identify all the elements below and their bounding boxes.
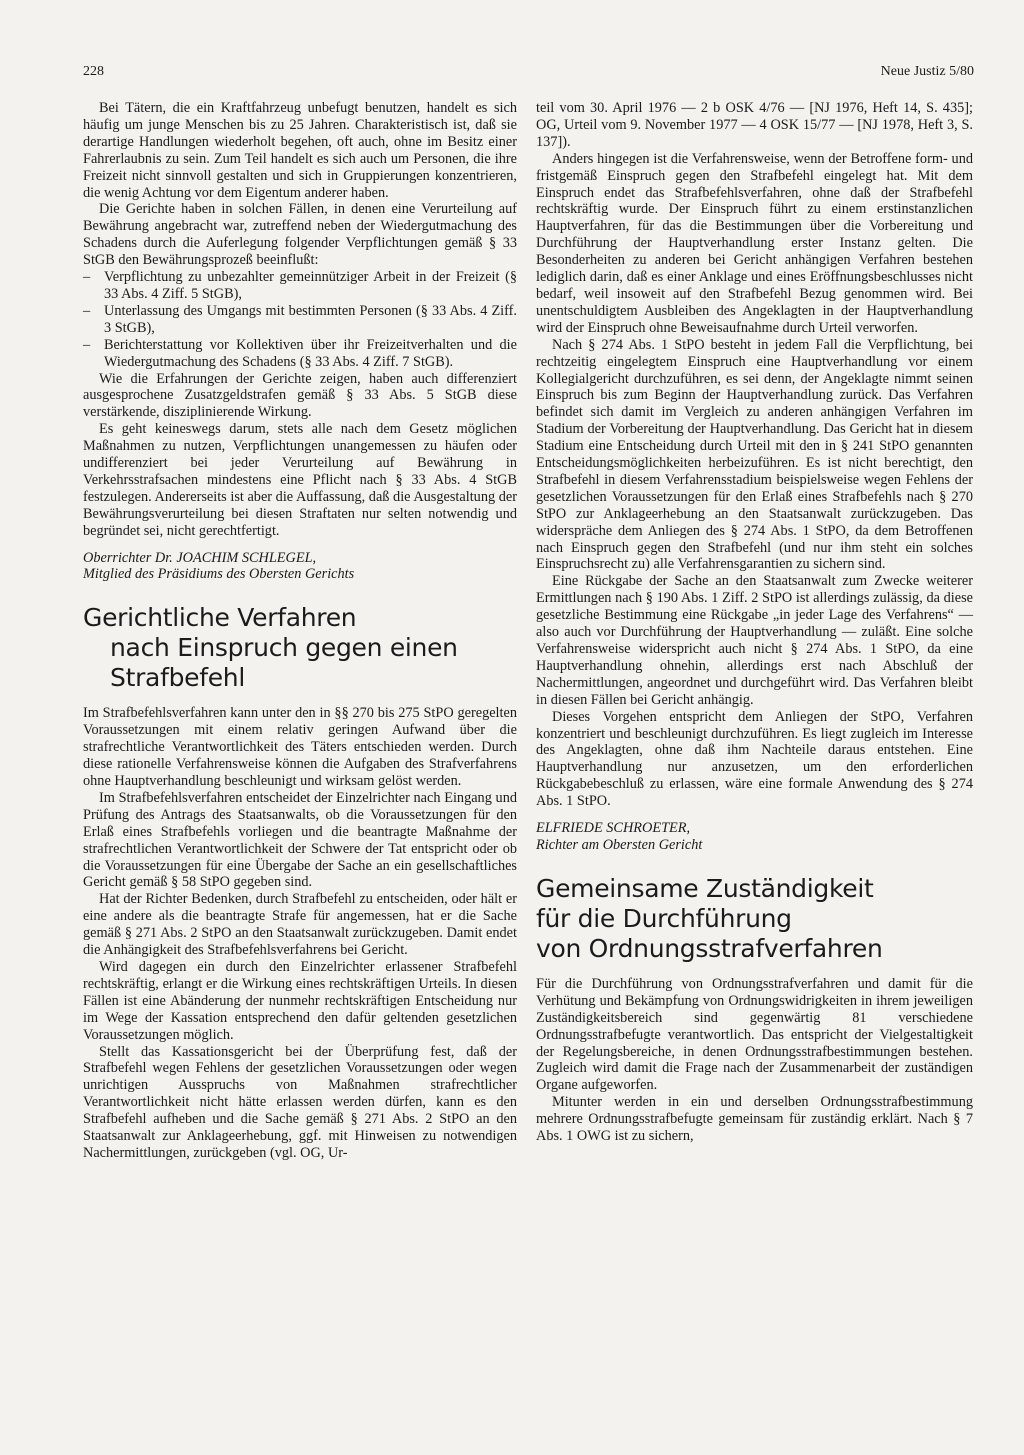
list-item: – Verpflichtung zu unbezahlter gemeinnütziger Arbeit in der Freizeit (§ 33 Abs. 4 Ziff. 5 StGB), xyxy=(83,269,517,303)
left-column xyxy=(83,100,517,1162)
paragraph: Im Strafbefehlsverfahren entscheidet der Einzelrichter nach Eingang und Prüfung des Antrags des Staatsanwalts, ob die Voraussetzungen für den Erlaß eines Strafbefehls vorliegen und die beantragte Maßnahme der strafrechtlichen Verantwortlichkeit der Schwere der Tat entspricht oder ob die Voraussetzungen für eine Übergabe der Sache an ein gesellschaftliches Gericht gemäß § 58 StPO gegeben sind. xyxy=(83,789,517,891)
article-heading xyxy=(536,874,973,964)
paragraph: Mitunter werden in ein und derselben Ordnungsstrafbestimmung mehrere Ordnungsstrafbefugte gemeinsam für zuständig erklärt. Nach § 7 Abs. 1 OWG ist zu sichern, xyxy=(536,1094,973,1145)
author-title: Richter am Obersten Gericht xyxy=(536,836,703,853)
heading-line: Gerichtliche Verfahren xyxy=(83,603,357,633)
paragraph: Die Gerichte haben in solchen Fällen, in denen eine Verurteilung auf Bewährung angebracht war, zutreffend neben der Wiedergutmachung des Schadens durch die Auferlegung folgender Verpflichtungen gemäß § 33 StGB den Bewährungsprozeß beeinflußt: xyxy=(83,201,517,269)
paragraph: Eine Rückgabe der Sache an den Staatsanwalt zum Zwecke weiterer Ermittlungen nach § 190 Abs. 1 Ziff. 2 StPO ist allerdings zulässig, da diese gesetzliche Bestimmung eine Rückgabe „in jeder Lage des Verfahrens“ — also auch vor Durchführung der Hauptverhandlung — zuläßt. Eine solche Verfahrensweise widerspricht auch nicht § 274 Abs. 1 StPO, da eine Hauptverhandlung ohnehin, allerdings erst nach Abschluß der Nachermittlungen, angeordnet und durchgeführt wird. Das Verfahren bleibt in diesen Fällen bei Gericht anhängig. xyxy=(536,573,973,708)
author-name: ELFRIEDE SCHROETER, xyxy=(536,820,691,837)
heading-line: von Ordnungsstrafverfahren xyxy=(536,933,883,963)
heading-line: für die Durchführung xyxy=(536,903,792,933)
paragraph: Wie die Erfahrungen der Gerichte zeigen, haben auch differenziert ausgesprochene Zusatzgeldstrafen gemäß § 33 Abs. 5 StGB diese verstärkende, disziplinierende Wirkung. xyxy=(83,370,517,421)
right-column xyxy=(536,100,973,1145)
author-title: Mitglied des Präsidiums des Obersten Gerichts xyxy=(83,566,355,583)
heading-line: Gemeinsame Zuständigkeit xyxy=(536,873,874,903)
page-header xyxy=(83,64,974,84)
paragraph: Anders hingegen ist die Verfahrensweise, wenn der Betroffene form- und fristgemäß Einspruch gegen den Strafbefehl eingelegt hat. Mit dem Einspruch endet das Strafbefehlsverfahren, ohne daß der Strafbefehl rechtskräftig wurde. Der Einspruch führt zu einem erstinstanzlichen Hauptverfahren, für das die Bestimmungen über die Vorbereitung und Durchführung der Hauptverhandlung erster Instanz gelten. Die Besonderheiten zu anderen bei Gericht anhängigen Verfahren bestehen lediglich darin, daß es einer Anklage und eines Eröffnungsbeschlusses nicht bedarf, weil insoweit auf den Strafbefehl Bezug genommen wird. Bei unentschuldigtem Ausbleiben des Angeklagten in der Hauptverhandlung wird der Einspruch ohne Beweisaufnahme durch Urteil verworfen. xyxy=(536,150,973,336)
list-item: – Unterlassung des Umgangs mit bestimmten Personen (§ 33 Abs. 4 Ziff. 3 StGB), xyxy=(83,303,517,337)
paragraph: Nach § 274 Abs. 1 StPO besteht in jedem Fall die Verpflichtung, bei rechtzeitig eingelegtem Einspruch eine Hauptverhandlung vor einem Kollegialgericht durchzuführen, es sei denn, der Angeklagte nimmt seinen Einspruch bis zum Beginn der Hauptverhandlung zurück. Das Verfahren befindet sich damit im Vergleich zu anderen anhängigen Verfahren im Stadium der Vorbereitung der Hauptverhandlung. Das Gericht hat in diesem Stadium eine Entscheidung durch Urteil mit den in § 241 StPO genannten Entscheidungsmöglichkeiten herbeizuführen. Es ist nicht berechtigt, den Strafbefehl in diesem Verfahrensstadium beispielsweise wegen Fehlens der gesetzlichen Voraussetzungen für den Erlaß eines Strafbefehls nach § 270 StPO zur Anklageerhebung an den Staatsanwalt zurückzugeben. Das widerspräche dem Anliegen des § 274 Abs. 1 StPO, da dem Betroffenen nach Einspruch gegen den Strafbefehl (und nur ihm steht ein solches Einspruchsrecht zu) alle Verfahrensgarantien zu sichern sind. xyxy=(536,336,973,573)
heading-line: nach Einspruch gegen einen Strafbefehl xyxy=(110,633,458,693)
paragraph: Im Strafbefehlsverfahren kann unter den in §§ 270 bis 275 StPO geregelten Voraussetzungen mit einem relativ geringen Aufwand über die strafrechtliche Verantwortlichkeit des Täters entschieden werden. Durch diese rationelle Verfahrensweise können die Aufgaben des Strafverfahrens ohne Hauptverhandlung beschleunigt und wirksam gelöst werden. xyxy=(83,705,517,789)
list-item: – Berichterstattung vor Kollektiven über ihr Freizeitverhalten und die Wiedergutmachung des Schadens (§ 33 Abs. 4 Ziff. 7 StGB). xyxy=(83,337,517,371)
paragraph: Wird dagegen ein durch den Einzelrichter erlassener Strafbefehl rechtskräftig, erlangt er die Wirkung eines rechtskräftigen Urteils. In diesen Fällen ist eine Abänderung der nunmehr rechtskräftigen Entscheidung nur im Wege der Kassation entsprechend den dafür geltenden gesetzlichen Voraussetzungen möglich. xyxy=(83,958,517,1043)
article-heading xyxy=(83,603,517,693)
paragraph: Hat der Richter Bedenken, durch Strafbefehl zu entscheiden, oder hält er eine andere als die beantragte Strafe für angemessen, hat er die Sache gemäß § 271 Abs. 2 StPO an den Staatsanwalt zurückzugeben. Damit endet die Anhängigkeit des Strafbefehlsverfahrens bei Gericht. xyxy=(83,891,517,959)
paragraph: Stellt das Kassationsgericht bei der Überprüfung fest, daß der Strafbefehl wegen Fehlens der gesetzlichen Voraussetzungen oder wegen unrichtigen Ausspruchs von Maßnahmen strafrechtlicher Verantwortlichkeit nicht hätte erlassen werden dürfen, kann es den Strafbefehl aufheben und die Sache gemäß § 271 Abs. 2 StPO an den Staatsanwalt zur Anklageerhebung, ggf. mit Hinweisen zu notwendigen Nachermittlungen, zurückgeben (vgl. OG, Ur- xyxy=(83,1043,517,1161)
page-number: 228 xyxy=(83,64,104,79)
journal-issue: Neue Justiz 5/80 xyxy=(880,64,974,79)
paragraph: Dieses Vorgehen entspricht dem Anliegen der StPO, Verfahren konzentriert und beschleunigt durchzuführen. Es liegt zugleich im Interesse des Angeklagten, ohne daß ihm Nachteile daraus entstehen. Eine Hauptverhandlung nur anzusetzen, um den erforderlichen Rückgabebeschluß zu erlassen, wäre eine formale Anwendung des § 274 Abs. 1 StPO. xyxy=(536,708,973,810)
obligations-list xyxy=(83,269,517,370)
paragraph: teil vom 30. April 1976 — 2 b OSK 4/76 — [NJ 1976, Heft 14, S. 435]; OG, Urteil vom 9. November 1977 — 4 OSK 15/77 — [NJ 1978, Heft 3, S. 137]). xyxy=(536,100,973,150)
paragraph: Es geht keineswegs darum, stets alle nach dem Gesetz möglichen Maßnahmen zu nutzen, Verpflichtungen unangemessen zu häufen oder undifferenziert bei jeder Verurteilung auf Bewährung in Verkehrsstrafsachen mindestens eine Pflicht nach § 33 Abs. 4 StGB festzulegen. Andererseits ist aber die Auffassung, daß die Ausgestaltung der Bewährungsverurteilung bei diesen Straftaten nur selten notwendig und begründet sei, nicht gerechtfertigt. xyxy=(83,421,517,539)
author-signature xyxy=(83,550,517,584)
paragraph: Bei Tätern, die ein Kraftfahrzeug unbefugt benutzen, handelt es sich häufig um junge Menschen bis zu 25 Jahren. Charakteristisch ist, daß sie derartige Handlungen wiederholt begehen, oft auch, ohne im Besitz einer Fahrerlaubnis zu sein. Zum Teil handelt es sich auch um Personen, die ihre Freizeit nicht sinnvoll gestalten und sich in Gruppierungen konzentrieren, die wenig Achtung vor dem Eigentum anderer haben. xyxy=(83,100,517,201)
paragraph: Für die Durchführung von Ordnungsstrafverfahren und damit für die Verhütung und Bekämpfung von Ordnungswidrigkeiten in ihrem jeweiligen Zuständigkeitsbereich sind gegenwärtig 81 verschiedene Ordnungsstrafbefugte verantwortlich. Das entspricht der Vielgestaltigkeit der Regelungsbereiche, in denen Ordnungsstrafbestimmungen bestehen. Zugleich wird damit die Frage nach der Zusammenarbeit der zuständigen Organe aufgeworfen. xyxy=(536,975,973,1094)
author-signature xyxy=(536,820,973,854)
author-name: Oberrichter Dr. JOACHIM SCHLEGEL, xyxy=(83,549,317,566)
